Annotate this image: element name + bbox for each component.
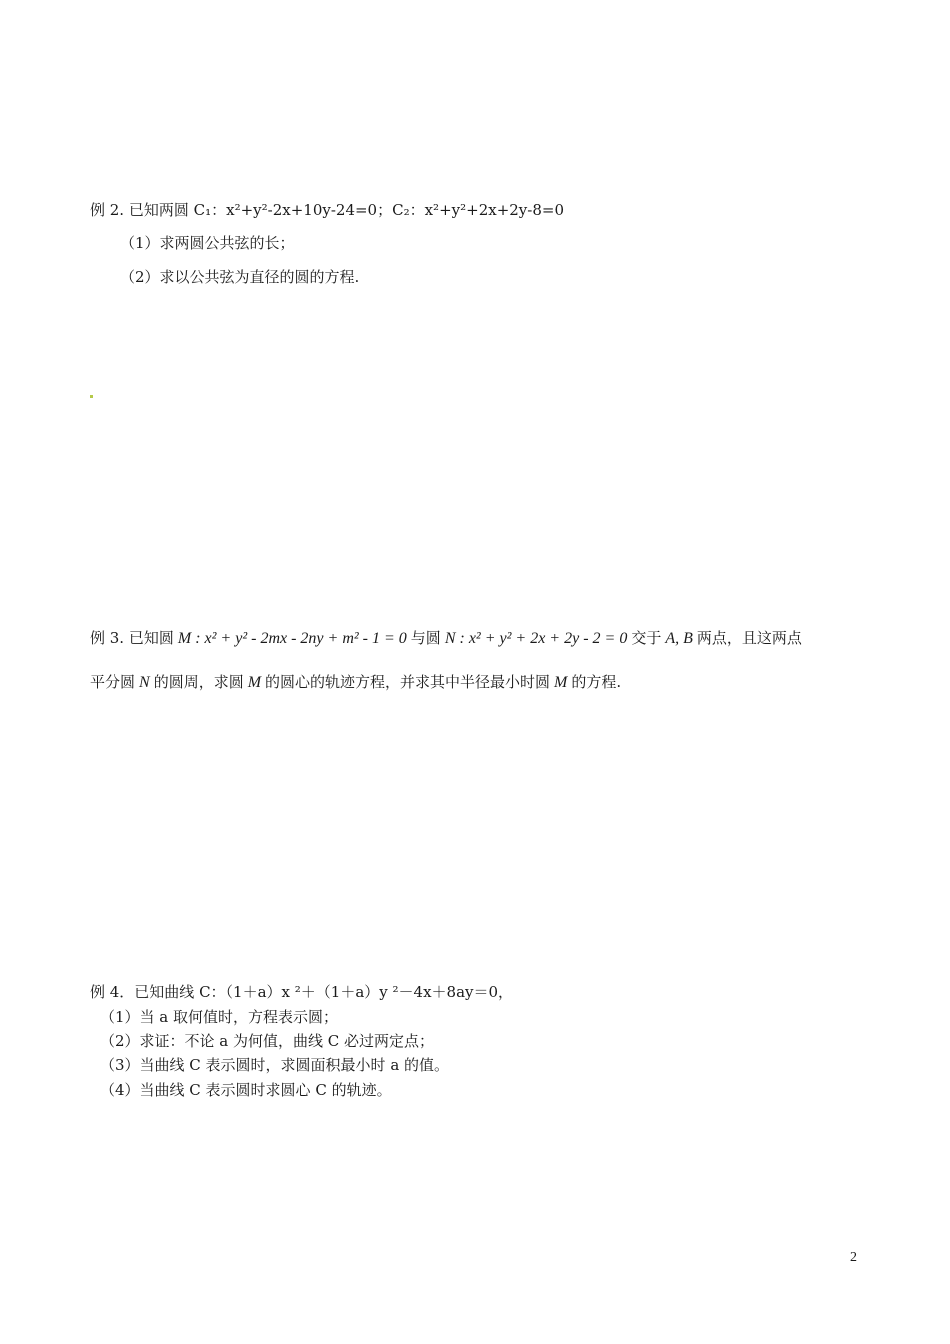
circle-m-symbol: M [247,674,262,691]
circle-n-symbol: N [139,674,150,691]
example-4-title: 例 4．已知曲线 C：（1＋a）x ²＋（1＋a）y ²－4x＋8ay＝0， [90,983,514,1001]
example-4-question-4: （4）当曲线 C 表示圆时求圆心 C 的轨迹。 [100,1081,392,1099]
example-3-text-1: 例 3. 已知圆 [90,629,174,647]
page-number: 2 [850,1250,857,1265]
example-4-question-1: （1）当 a 取何值时，方程表示圆； [100,1008,339,1026]
example-2-question-1: （1）求两圆公共弦的长； [120,234,295,252]
example-3-line-1 [90,628,802,649]
example-3-line-2 [90,672,621,693]
circle-n-equation: N : x² + y² + 2x + 2y - 2 = 0 [444,630,628,647]
stray-mark [90,395,93,398]
example-4-question-3: （3）当曲线 C 表示圆时，求圆面积最小时 a 的值。 [100,1056,450,1074]
example-2-question-2: （2）求以公共弦为直径的圆的方程. [120,268,360,286]
example-3-text-7: 的圆心的轨迹方程，并求其中半径最小时圆 [265,673,551,691]
example-4-question-2: （2）求证：不论 a 为何值，曲线 C 必过两定点； [100,1032,435,1050]
example-3-text-6: 的圆周，求圆 [153,673,244,691]
example-3-text-2: 与圆 [410,629,441,647]
circle-m-equation: M : x² + y² - 2mx - 2ny + m² - 1 = 0 [177,630,407,647]
circle-m-symbol-2: M [554,674,568,691]
example-3-text-3: 交于 [631,629,662,647]
example-3-text-4: 两点，且这两点 [696,629,802,647]
example-3-text-5: 平分圆 [90,673,136,691]
example-2-title: 例 2. 已知两圆 C₁：x²+y²-2x+10y-24=0；C₂：x²+y²+2x+2y-8=0 [90,201,565,219]
points-ab: A, B [665,630,693,647]
example-3-text-8: 的方程. [571,673,622,691]
